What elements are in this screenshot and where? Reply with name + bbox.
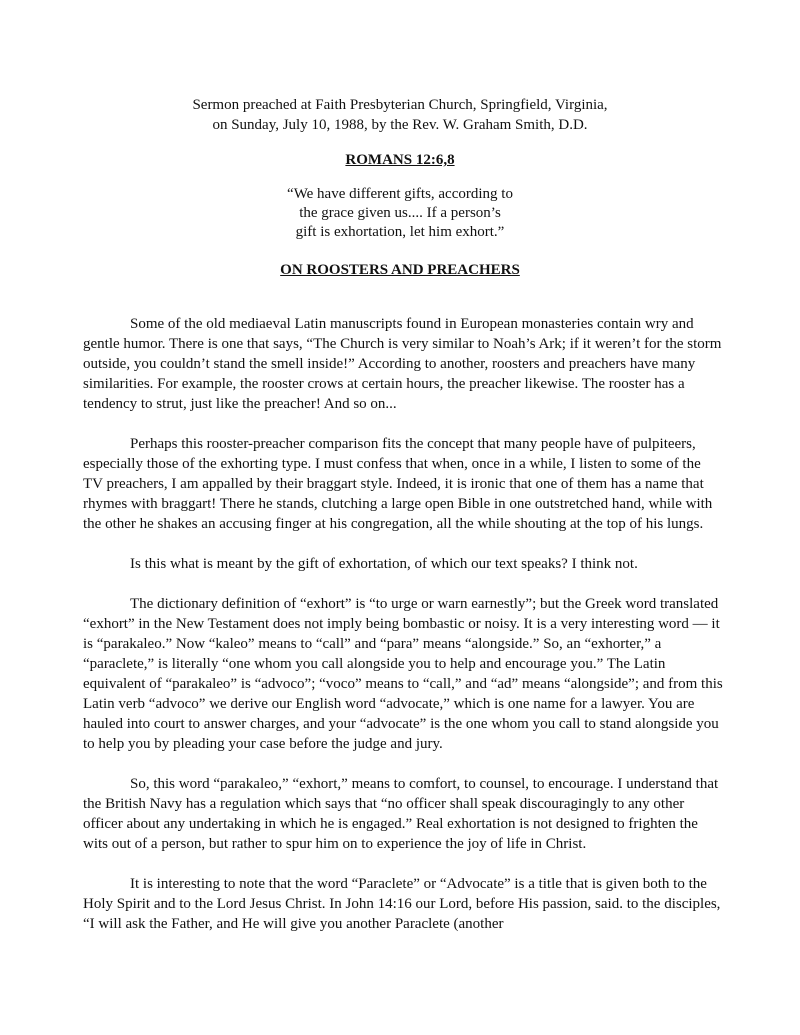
body-paragraph: The dictionary definition of “exhort” is “to urge or warn earnestly”; but the Greek word translated “exhort” in the New Testament does not imply being bombastic or noisy. It is a very interesting word — it is “parakaleo.” Now “kaleo” means to “call” and “para” means “alongside.” So, an “exhorter,” a “paraclete,” is literally “one whom you call alongside you to help and encourage you.” The Latin equivalent of “parakaleo” is “advoco”; “voco” means to “call,” and “ad” means “alongside”; and from this Latin verb “advoco” we derive our English word “advocate,” which is one name for a lawyer. You are hauled into court to answer charges, and your “advocate” is the one whom you call to stand alongside you to help you by pleading your case before the judge and jury. [83,596,723,752]
scripture-reference: ROMANS 12:6,8 [345,152,455,168]
body-paragraph: Perhaps this rooster-preacher comparison fits the concept that many people have of pulpiteers, especially those of the exhorting type. I must confess that when, once in a while, I listen to some of the TV preachers, I am appalled by their braggart style. Indeed, it is ironic that one of them has a name that rhymes with braggart! There he stands, clutching a large open Bible in one outstretched hand, while with the other he shakes an accusing finger at his congregation, all the while shouting at the top of his lungs. [83,436,713,532]
header-line-church: Sermon preached at Faith Presbyterian Church, Springfield, Virginia, [192,97,608,113]
quote-line: gift is exhortation, let him exhort.” [295,224,505,240]
quote-line: “We have different gifts, according to [287,186,513,202]
body-paragraph: Some of the old mediaeval Latin manuscripts found in European monasteries contain wry and gentle humor. There is one that says, “The Church is very similar to Noah’s Ark; if it weren’t for the storm outside, you couldn’t stand the smell inside!” According to another, roosters and preachers have many similarities. For example, the rooster crows at certain hours, the preacher likewise. The rooster has a tendency to strut, just like the preacher! And so on... [83,316,722,412]
quote-line: the grace given us.... If a person’s [299,205,501,221]
sermon-body [83,314,723,954]
header-line-date-preacher: on Sunday, July 10, 1988, by the Rev. W. Graham Smith, D.D. [212,117,588,133]
sermon-title: ON ROOSTERS AND PREACHERS [280,262,520,278]
body-paragraph: It is interesting to note that the word “Paraclete” or “Advocate” is a title that is given both to the Holy Spirit and to the Lord Jesus Christ. In John 14:16 our Lord, before His passion, said. to the disciples, “I will ask the Father, and He will give you another Paraclete (another [83,876,721,932]
scripture-quote [0,185,800,242]
sermon-header [0,95,800,135]
body-paragraph: So, this word “parakaleo,” “exhort,” means to comfort, to counsel, to encourage. I understand that the British Navy has a regulation which says that “no officer shall speak discouragingly to any other officer about any undertaking in which he is engaged.” Real exhortation is not designed to frighten the wits out of a person, but rather to spur him on to experience the joy of life in Christ. [83,776,719,852]
body-paragraph: Is this what is meant by the gift of exhortation, of which our text speaks? I think not. [130,556,638,572]
